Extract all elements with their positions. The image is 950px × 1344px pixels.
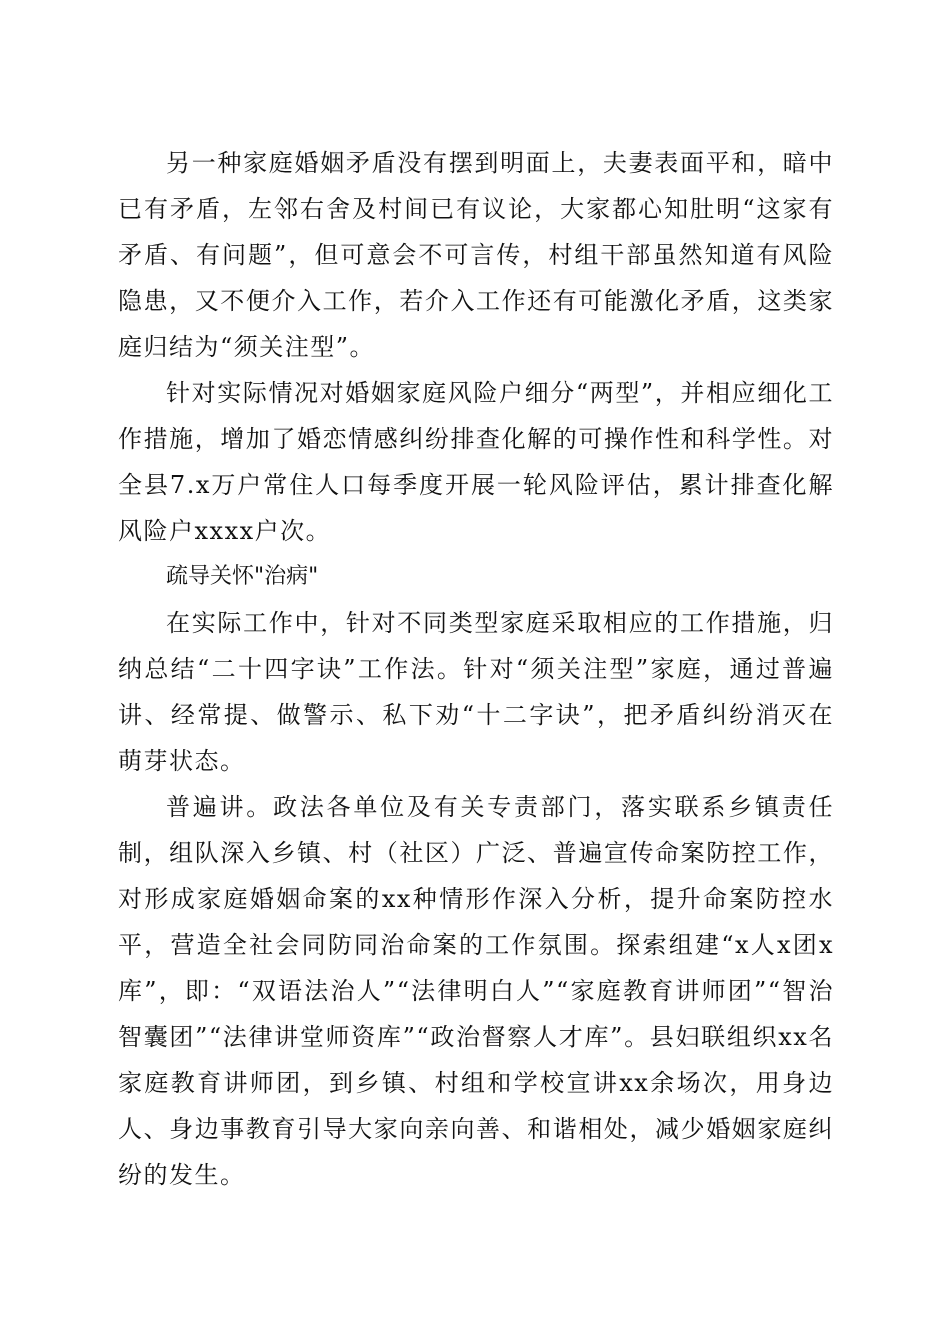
paragraph-concealed-conflict: 另一种家庭婚姻矛盾没有摆到明面上，夫妻表面平和，暗中已有矛盾，左邻右舍及村间已有议论，大家都心知肚明“这家有矛盾、有问题”，但可意会不可言传，村组干部虽然知道有风险隐患，又不便介入工作，若介入工作还有可能激化矛盾，这类家庭归结为“须关注型”。 (118, 149, 834, 361)
paragraph-risk-classification: 针对实际情况对婚姻家庭风险户细分“两型”，并相应细化工作措施，增加了婚恋情感纠纷排查化解的可操作性和科学性。对全县7.x万户常住人口每季度开展一轮风险评估，累计排查化解风险户xxxx户次。 (118, 379, 834, 545)
paragraph-general-publicity: 普遍讲。政法各单位及有关专责部门，落实联系乡镇责任制，组队深入乡镇、村（社区）广泛、普遍宣传命案防控工作，对形成家庭婚姻命案的xx种情形作深入分析，提升命案防控水平，营造全社会同防同治命案的工作氛围。探索组建“x人x团x库”，即：“双语法治人”“法律明白人”“家庭教育讲师团”“智治智囊团”“法律讲堂师资库”“政治督察人才库”。县妇联组织xx名家庭教育讲师团，到乡镇、村组和学校宣讲xx余场次，用身边人、身边事教育引导大家向亲向善、和谐相处，减少婚姻家庭纠纷的发生。 (118, 793, 834, 1189)
document-body (118, 140, 834, 1198)
paragraph-work-method: 在实际工作中，针对不同类型家庭采取相应的工作措施，归纳总结“二十四字诀”工作法。针对“须关注型”家庭，通过普遍讲、经常提、做警示、私下劝“十二字诀”，把矛盾纠纷消灭在萌芽状态。 (118, 609, 834, 775)
section-heading: 疏导关怀"治病" (166, 564, 319, 589)
